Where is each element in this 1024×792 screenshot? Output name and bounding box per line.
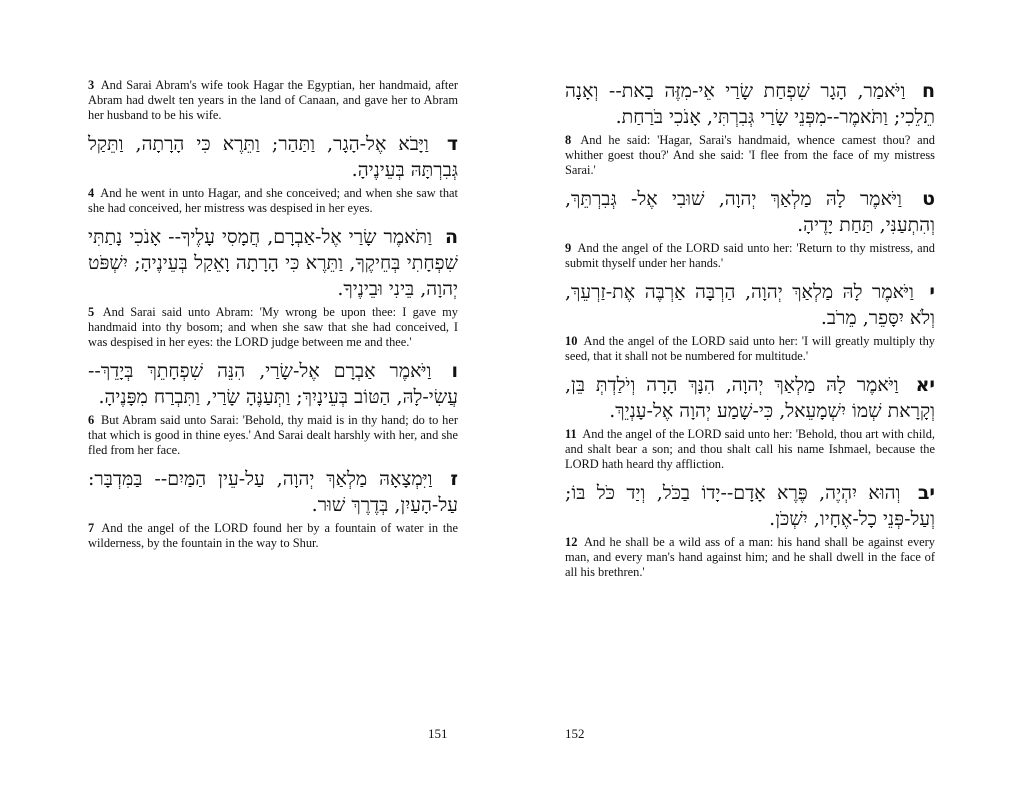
english-verse-text: And the angel of the LORD said unto her: 'Return to thy mistress, and submit thyself under her hands.' — [565, 241, 936, 270]
hebrew-verse-text: וַיִּמְצָאָהּ מַלְאַךְ יְהוָה, עַל-עֵין הַמַּיִם-- בַּמִּדְבָּר: עַל-הָעַיִן, בְּדֶרֶךְ שׁוּר. — [88, 468, 458, 516]
hebrew-verse — [88, 358, 458, 410]
english-verse-number: 3 — [88, 78, 95, 92]
hebrew-verse-number: ט — [922, 188, 935, 210]
english-verse-number: 10 — [565, 334, 578, 348]
english-verse-number: 7 — [88, 521, 95, 535]
english-verse-text: And he shall be a wild ass of a man: his hand shall be against every man, and every man's hand against him; and he shall dwell in the face of all his brethren.' — [565, 535, 935, 579]
hebrew-verse-number: ז — [450, 468, 458, 490]
english-verse — [88, 521, 458, 551]
hebrew-verse-number: יא — [915, 374, 936, 396]
english-verse-text: And Sarai Abram's wife took Hagar the Egyptian, her handmaid, after Abram had dwelt ten years in the land of Canaan, and gave her to Abram her husband to be his wife. — [88, 78, 458, 122]
english-verse-text: And the angel of the LORD found her by a fountain of water in the wilderness, by the fountain in the way to Shur. — [88, 521, 458, 550]
hebrew-verse-text: וַיֹּאמֶר אַבְרָם אֶל-שָׂרַי, הִנֵּה שִׁפְחָתֵךְ בְּיָדֵךְ--עֲשִׂי-לָהּ, הַטּוֹב בְּעֵינָיִךְ; וַתְּעַנֶּהָ שָׂרַי, וַתִּבְרַח מִפָּנֶיהָ. — [88, 360, 458, 408]
english-verse-text: And he said: 'Hagar, Sarai's handmaid, whence camest thou? and whither goest thou?' And she said: 'I flee from the face of my mistress Sarai.' — [565, 133, 936, 177]
hebrew-verse-number: י — [929, 281, 935, 303]
hebrew-verse-text: וַתֹּאמֶר שָׂרַי אֶל-אַבְרָם, חֲמָסִי עָלֶיךָ-- אָנֹכִי נָתַתִּי שִׁפְחָתִי בְּחֵיקֶךָ, וַתֵּרֶא כִּי הָרָתָה וָאֵקַל בְּעֵינֶיהָ; יִשְׁפֹּט יְהוָה, בֵּינִי וּבֵינֶיךָ. — [88, 226, 458, 300]
hebrew-verse-number: ח — [921, 80, 935, 102]
english-verse-number: 12 — [565, 535, 578, 549]
english-verse — [88, 413, 458, 458]
hebrew-verse-text: וַיֹּאמֶר לָהּ מַלְאַךְ יְהוָה, הִנָּךְ הָרָה וְיֹלַדְתְּ בֵּן, וְקָרָאת שְׁמוֹ יִשְׁמָעֵאל, כִּי-שָׁמַע יְהוָה אֶל-עָנְיֵךְ. — [565, 374, 935, 422]
english-verse — [565, 334, 935, 364]
english-verse — [565, 535, 935, 580]
english-verse-text: And Sarai said unto Abram: 'My wrong be upon thee: I gave my handmaid into thy bosom; and when she saw that she had conceived, I was despised in her eyes: the LORD judge between me and thee.' — [88, 305, 458, 349]
hebrew-verse-number: ו — [451, 360, 458, 382]
hebrew-verse — [565, 186, 935, 238]
hebrew-verse — [565, 279, 935, 331]
hebrew-verse-number: יב — [917, 482, 936, 504]
hebrew-verse — [565, 78, 935, 130]
english-verse-number: 5 — [88, 305, 95, 319]
english-verse-number: 9 — [565, 241, 572, 255]
english-verse — [565, 133, 935, 178]
hebrew-verse — [88, 466, 458, 518]
english-verse — [88, 78, 458, 123]
hebrew-verse-number: ד — [446, 133, 458, 155]
english-verse — [565, 241, 935, 271]
english-verse-number: 11 — [565, 427, 577, 441]
english-verse — [88, 186, 458, 216]
hebrew-verse-text: וַיֹּאמַר, הָגָר שִׁפְחַת שָׂרַי אֵי-מִזֶּה בָאת-- וְאָנָה תֵלֵכִי; וַתֹּאמֶר--מִפְּנֵי שָׂרַי גְּבִרְתִּי, אָנֹכִי בֹּרַחַת. — [565, 80, 935, 128]
english-verse-text: But Abram said unto Sarai: 'Behold, thy maid is in thy hand; do to her that which is good in thine eyes.' And Sarai dealt harshly with her, and she fled from her face. — [88, 413, 458, 457]
english-verse-text: And the angel of the LORD said unto her: 'Behold, thou art with child, and shalt bear a son; and thou shalt call his name Ishmael, because the LORD hath heard thy affliction. — [565, 427, 935, 471]
hebrew-verse-text: וַיָּבֹא אֶל-הָגָר, וַתַּהַר; וַתֵּרֶא כִּי הָרָתָה, וַתֵּקַל גְּבִרְתָּהּ בְּעֵינֶיהָ. — [88, 133, 458, 181]
english-verse-text: And the angel of the LORD said unto her: 'I will greatly multiply thy seed, that it shall not be numbered for multitude.' — [565, 334, 935, 363]
english-verse-number: 6 — [88, 413, 95, 427]
hebrew-verse-text: וְהוּא יִהְיֶה, פֶּרֶא אָדָם--יָדוֹ בַכֹּל, וְיַד כֹּל בּוֹ; וְעַל-פְּנֵי כָל-אֶחָיו, יִשְׁכֹּן. — [565, 482, 935, 530]
english-verse — [565, 427, 935, 472]
right-page-number: 152 — [565, 726, 585, 741]
hebrew-verse — [565, 480, 935, 532]
english-verse-number: 8 — [565, 133, 572, 147]
hebrew-verse — [88, 131, 458, 183]
hebrew-verse-text: וַיֹּאמֶר לָהּ מַלְאַךְ יְהוָה, הַרְבָּה אַרְבֶּה אֶת-זַרְעֵךְ, וְלֹא יִסָּפֵר, מֵרֹב. — [565, 281, 935, 329]
english-verse-number: 4 — [88, 186, 95, 200]
left-page-number: 151 — [428, 726, 448, 741]
hebrew-verse-number: ה — [444, 226, 458, 248]
hebrew-verse-text: וַיֹּאמֶר לָהּ מַלְאַךְ יְהוָה, שׁוּבִי אֶל- גְּבִרְתֵּךְ, וְהִתְעַנִּי, תַּחַת יָדֶיהָ. — [565, 188, 935, 236]
right-page — [565, 78, 935, 588]
english-verse — [88, 305, 458, 350]
hebrew-verse — [88, 224, 458, 302]
english-verse-text: And he went in unto Hagar, and she conceived; and when she saw that she had conceived, her mistress was despised in her eyes. — [88, 186, 458, 215]
hebrew-verse — [565, 372, 935, 424]
left-page — [88, 78, 458, 559]
